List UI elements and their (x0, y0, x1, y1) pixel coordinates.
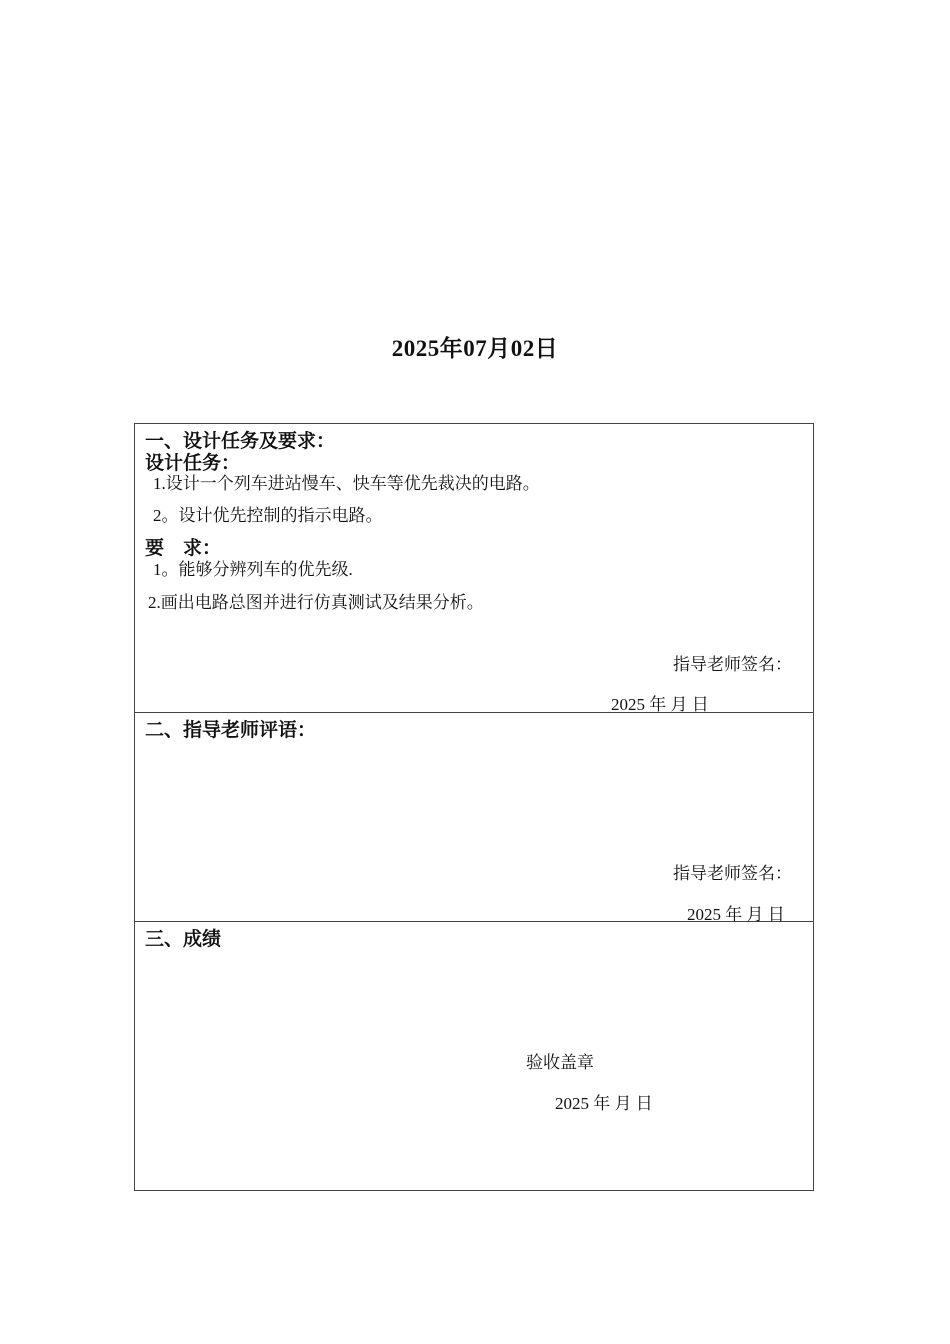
acceptance-date: 2025 年 月 日 (555, 1094, 653, 1113)
acceptance-stamp-label: 验收盖章 (526, 1053, 594, 1072)
section1-heading: 一、设计任务及要求： (145, 430, 336, 452)
requirement-item-2: 2.画出电路总图并进行仿真测试及结果分析。 (148, 593, 484, 612)
signature-label: 指导老师签名： (673, 655, 792, 674)
signature-label: 指导老师签名： (673, 864, 792, 883)
signature-date: 2025 年 月 日 (687, 905, 785, 924)
section-design-task (135, 424, 813, 713)
section-grade (135, 922, 813, 1190)
task-item-2: 2。设计优先控制的指示电路。 (153, 506, 383, 525)
task-item-1: 1.设计一个列车进站慢车、快车等优先裁决的电路。 (153, 474, 540, 493)
section3-heading: 三、成绩 (145, 928, 222, 950)
form-table (134, 423, 814, 1191)
section2-heading: 二、指导老师评语： (145, 719, 317, 741)
requirement-heading: 要 求： (145, 537, 222, 559)
requirement-item-1: 1。能够分辨列车的优先级. (153, 560, 353, 579)
document-date: 2025年07月02日 (391, 336, 559, 361)
signature-date: 2025 年 月 日 (611, 695, 709, 714)
section-teacher-comment (135, 713, 813, 922)
task-heading: 设计任务： (145, 452, 241, 474)
